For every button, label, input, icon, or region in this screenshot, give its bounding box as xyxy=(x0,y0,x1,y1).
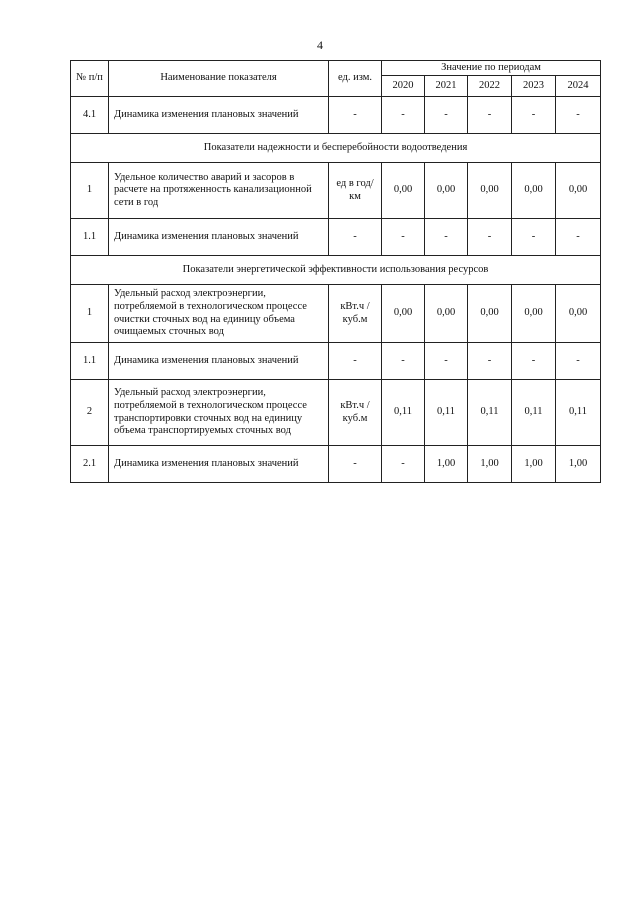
row-name: Динамика изменения плановых значений xyxy=(109,97,329,134)
table-row xyxy=(71,446,601,483)
section-row xyxy=(71,134,601,163)
header-year: 2020 xyxy=(382,76,425,97)
table-row xyxy=(71,219,601,256)
row-value: 1,00 xyxy=(468,446,512,483)
row-name: Динамика изменения плановых значений xyxy=(109,343,329,380)
row-name: Удельное количество аварий и засоров в расчете на протяженность канализационной сети в год xyxy=(109,163,329,219)
row-value: 0,00 xyxy=(382,285,425,343)
row-value: - xyxy=(512,97,556,134)
table-row xyxy=(71,380,601,446)
section-title: Показатели энергетической эффективности использования ресурсов xyxy=(71,256,601,285)
header-num: № п/п xyxy=(71,61,109,97)
row-name: Удельный расход электроэнергии, потребляемой в технологическом процессе очистки сточных вод на единицу объема очищаемых сточных вод xyxy=(109,285,329,343)
table-row xyxy=(71,97,601,134)
row-num: 4.1 xyxy=(71,97,109,134)
row-name: Динамика изменения плановых значений xyxy=(109,446,329,483)
row-unit: ед в год/ км xyxy=(329,163,382,219)
header-unit: ед. изм. xyxy=(329,61,382,97)
row-value: - xyxy=(382,446,425,483)
header-year: 2024 xyxy=(556,76,601,97)
table-row xyxy=(71,285,601,343)
row-value: 0,00 xyxy=(425,285,468,343)
row-value: - xyxy=(425,343,468,380)
row-unit: кВт.ч / куб.м xyxy=(329,380,382,446)
header-periods: Значение по периодам xyxy=(382,61,601,76)
row-unit: - xyxy=(329,219,382,256)
row-value: 0,00 xyxy=(512,163,556,219)
row-value: 0,00 xyxy=(425,163,468,219)
row-unit: кВт.ч / куб.м xyxy=(329,285,382,343)
row-value: - xyxy=(468,97,512,134)
header-year: 2021 xyxy=(425,76,468,97)
header-row xyxy=(71,61,601,76)
row-value: 0,00 xyxy=(556,163,601,219)
row-value: - xyxy=(382,97,425,134)
row-value: 0,00 xyxy=(556,285,601,343)
row-value: 1,00 xyxy=(556,446,601,483)
row-value: 0,11 xyxy=(468,380,512,446)
indicators-table xyxy=(70,60,601,483)
row-value: 0,11 xyxy=(382,380,425,446)
row-value: - xyxy=(425,219,468,256)
row-value: - xyxy=(468,219,512,256)
row-value: 0,11 xyxy=(425,380,468,446)
row-num: 2.1 xyxy=(71,446,109,483)
row-num: 1.1 xyxy=(71,219,109,256)
row-value: - xyxy=(556,97,601,134)
header-year: 2023 xyxy=(512,76,556,97)
header-year: 2022 xyxy=(468,76,512,97)
row-value: - xyxy=(512,219,556,256)
row-name: Динамика изменения плановых значений xyxy=(109,219,329,256)
row-unit: - xyxy=(329,97,382,134)
row-value: 1,00 xyxy=(425,446,468,483)
section-row xyxy=(71,256,601,285)
row-unit: - xyxy=(329,446,382,483)
row-value: - xyxy=(425,97,468,134)
row-num: 1.1 xyxy=(71,343,109,380)
row-value: 0,00 xyxy=(468,163,512,219)
row-value: 0,00 xyxy=(512,285,556,343)
row-name: Удельный расход электроэнергии, потребляемой в технологическом процессе транспортировки сточных вод на единицу объема транспортируемых сточных вод xyxy=(109,380,329,446)
row-unit: - xyxy=(329,343,382,380)
row-value: 0,11 xyxy=(556,380,601,446)
row-value: - xyxy=(382,343,425,380)
row-value: 0,11 xyxy=(512,380,556,446)
table-row xyxy=(71,163,601,219)
row-value: 0,00 xyxy=(468,285,512,343)
row-value: - xyxy=(556,219,601,256)
table-row xyxy=(71,343,601,380)
row-value: 0,00 xyxy=(382,163,425,219)
page-number: 4 xyxy=(317,38,323,52)
row-num: 1 xyxy=(71,285,109,343)
row-num: 1 xyxy=(71,163,109,219)
header-name: Наименование показателя xyxy=(109,61,329,97)
row-value: - xyxy=(468,343,512,380)
row-value: 1,00 xyxy=(512,446,556,483)
row-value: - xyxy=(512,343,556,380)
row-value: - xyxy=(382,219,425,256)
section-title: Показатели надежности и бесперебойности водоотведения xyxy=(71,134,601,163)
row-value: - xyxy=(556,343,601,380)
row-num: 2 xyxy=(71,380,109,446)
